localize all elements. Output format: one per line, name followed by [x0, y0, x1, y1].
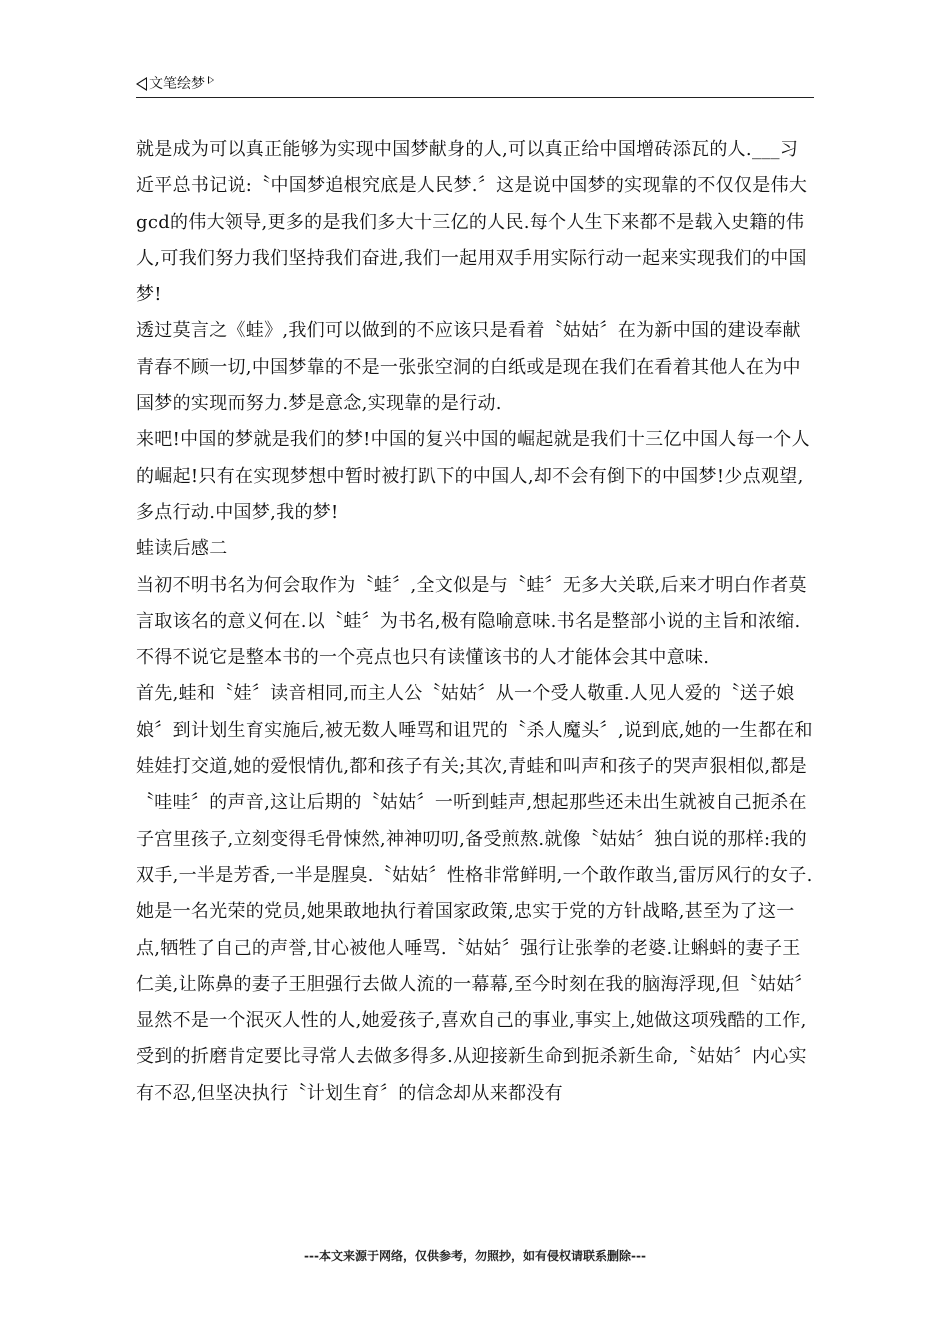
paragraph: 透过莫言之《蛙》,我们可以做到的不应该只是看着〝姑姑〞在为新中国的建设奉献青春不顾一切,中国梦靠的不是一张张空洞的白纸或是现在我们在看着其他人在为中国梦的实现而努力.梦是意念,实现靠的是行动. [136, 320, 801, 415]
paragraph: 当初不明书名为何会取作为〝蛙〞,全文似是与〝蛙〞无多大关联,后来才明白作者莫言取该名的意义何在.以〝蛙〞为书名,极有隐喻意味.书名是整部小说的主旨和浓缩.不得不说它是整本书的一个亮点也只有读懂该书的人才能体会其中意味. [136, 574, 807, 669]
footer-disclaimer: ---本文来源于网络，仅供参考，勿照抄，如有侵权请联系删除--- [304, 1249, 646, 1263]
paragraph: 来吧!中国的梦就是我们的梦!中国的复兴中国的崛起就是我们十三亿中国人每一个人的崛起!只有在实现梦想中暂时被打趴下的中国人,却不会有倒下的中国梦!少点观望,多点行动.中国梦,我的梦! [136, 429, 810, 523]
document-body [136, 132, 814, 1112]
triangle-left-icon [136, 77, 147, 91]
section-heading: 蛙读后感二 [136, 538, 228, 560]
header-divider [136, 97, 814, 98]
paragraph: 首先,蛙和〝娃〞读音相同,而主人公〝姑姑〞从一个受人敬重.人见人爱的〝送子娘娘〞到计划生育实施后,被无数人唾骂和诅咒的〝杀人魔头〞,说到底,她的一生都在和娃娃打交道,她的爱恨情仇,都和孩子有关;其次,青蛙和叫声和孩子的哭声狠相似,都是〝哇哇〞的声音,这让后期的〝姑姑〞一听到蛙声,想起那些还未出生就被自己扼杀在子宫里孩子,立刻变得毛骨悚然,神神叨叨,备受煎熬.就像〝姑姑〞独白说的那样:我的双手,一半是芳香,一半是腥臭.〝姑姑〞性格非常鲜明,一个敢作敢当,雷厉风行的女子. [136, 683, 813, 886]
paragraph: 她是一名光荣的党员,她果敢地执行着国家政策,忠实于党的方针战略,甚至为了这一点,牺牲了自己的声誉,甘心被他人唾骂.〝姑姑〞强行让张拳的老婆.让蝌蚪的妻子王仁美,让陈鼻的妻子王胆强行去做人流的一幕幕,至今时刻在我的脑海浮现,但〝姑姑〞显然不是一个泯灭人性的人,她爱孩子,喜欢自己的事业,事实上,她做这项残酷的工作,受到的折磨肯定要比寻常人去做多得多.从迎接新生命到扼杀新生命,〝姑姑〞内心实有不忍,但坚决执行〝计划生育〞的信念却从来都没有 [136, 901, 813, 1104]
header-brand [136, 74, 214, 94]
page-header [136, 74, 814, 98]
brand-text: 文笔绘梦 [149, 76, 205, 92]
triangle-right-icon [208, 76, 214, 84]
paragraph: 就是成为可以真正能够为实现中国梦献身的人,可以真正给中国增砖添瓦的人.___习近平总书记说:〝中国梦追根究底是人民梦.〞这是说中国梦的实现靠的不仅仅是伟大gcd的伟大领导,更多的是我们多大十三亿的人民.每个人生下来都不是载入史籍的伟人,可我们努力我们坚持我们奋进,我们一起用双手用实际行动一起来实现我们的中国梦! [136, 139, 808, 306]
